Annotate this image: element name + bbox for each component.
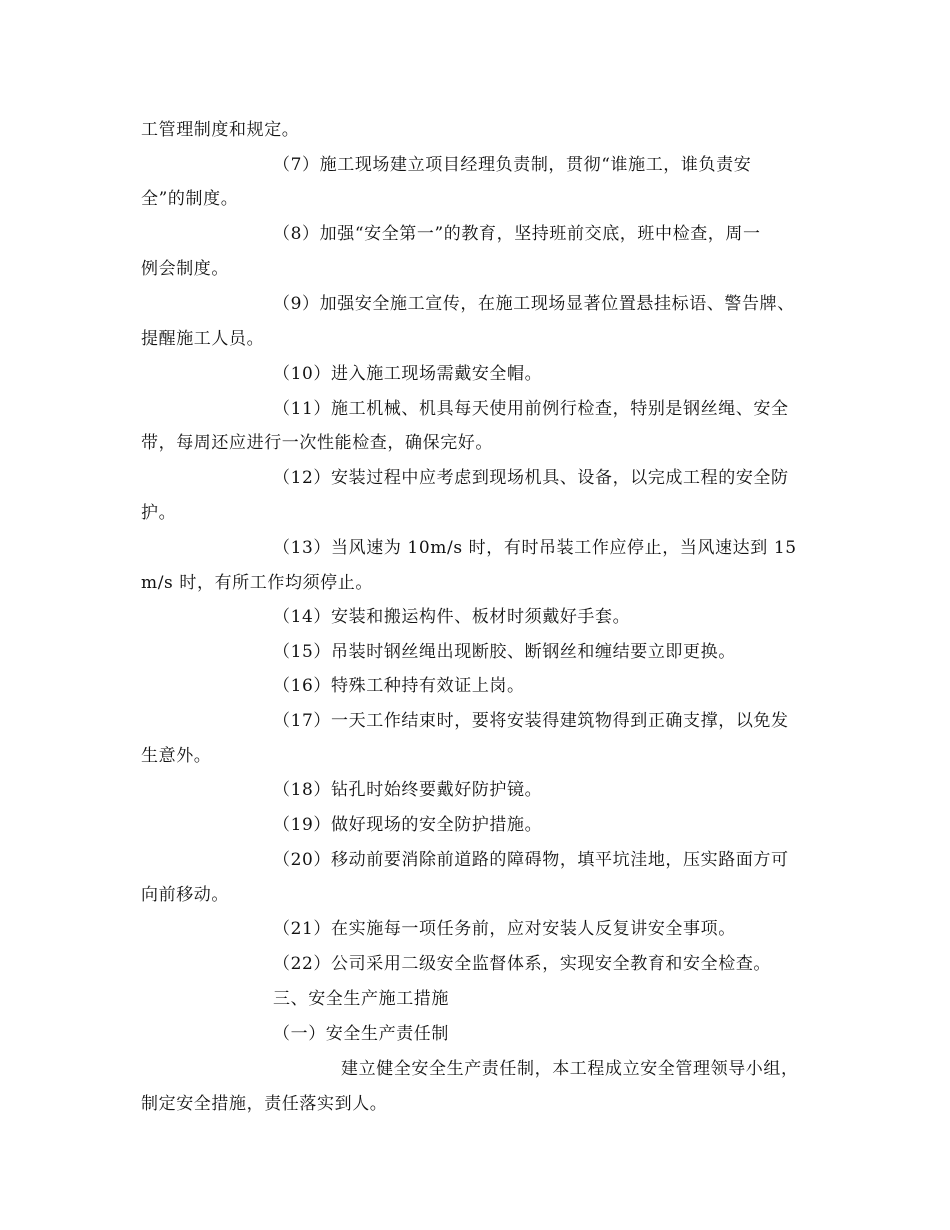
text-line: （21）在实施每一项任务前，应对安装人反复讲安全事项。 bbox=[273, 919, 736, 939]
text-line: 制定安全措施，责任落实到人。 bbox=[141, 1094, 388, 1114]
text-line: 生意外。 bbox=[141, 746, 212, 766]
text-line: 向前移动。 bbox=[141, 885, 229, 905]
subsection-heading: （一）安全生产责任制 bbox=[273, 1024, 449, 1044]
text-line: 建立健全安全生产责任制，本工程成立安全管理领导小组， bbox=[341, 1059, 799, 1079]
text-line: （16）特殊工种持有效证上岗。 bbox=[273, 676, 525, 696]
section-heading: 三、安全生产施工措施 bbox=[273, 989, 449, 1009]
text-line: （22）公司采用二级安全监督体系，实现安全教育和安全检查。 bbox=[273, 954, 772, 974]
text-line: 护。 bbox=[141, 503, 177, 523]
text-line: 提醒施工人员。 bbox=[141, 329, 265, 349]
text-line: （17）一天工作结束时，要将安装得建筑物得到正确支撑，以免发 bbox=[273, 711, 789, 731]
text-line: （8）加强“安全第一”的教育，坚持班前交底，班中检查，周一 bbox=[273, 224, 761, 244]
text-line: （15）吊装时钢丝绳出现断胶、断钢丝和缠结要立即更换。 bbox=[273, 642, 736, 662]
text-line: m/s 时，有所工作均须停止。 bbox=[141, 573, 373, 593]
text-line: （20）移动前要消除前道路的障碍物，填平坑洼地，压实路面方可 bbox=[273, 850, 789, 870]
text-line: 例会制度。 bbox=[141, 259, 229, 279]
text-line: 工管理制度和规定。 bbox=[141, 120, 300, 140]
text-line: 带，每周还应进行一次性能检查，确保完好。 bbox=[141, 433, 493, 453]
text-line: （13）当风速为 10m/s 时，有时吊装工作应停止，当风速达到 15 bbox=[273, 538, 797, 558]
text-line: （10）进入施工现场需戴安全帽。 bbox=[273, 364, 543, 384]
text-line: （7）施工现场建立项目经理负责制，贯彻“谁施工，谁负责安 bbox=[273, 155, 752, 175]
text-line: （12）安装过程中应考虑到现场机具、设备，以完成工程的安全防 bbox=[273, 468, 789, 488]
text-line: 全”的制度。 bbox=[141, 189, 239, 209]
text-line: （18）钻孔时始终要戴好防护镜。 bbox=[273, 780, 543, 800]
text-line: （19）做好现场的安全防护措施。 bbox=[273, 815, 543, 835]
text-line: （14）安装和搬运构件、板材时须戴好手套。 bbox=[273, 607, 631, 627]
text-line: （11）施工机械、机具每天使用前例行检查，特别是钢丝绳、安全 bbox=[273, 399, 789, 419]
text-line: （9）加强安全施工宣传，在施工现场显著位置悬挂标语、警告牌、 bbox=[273, 294, 795, 314]
